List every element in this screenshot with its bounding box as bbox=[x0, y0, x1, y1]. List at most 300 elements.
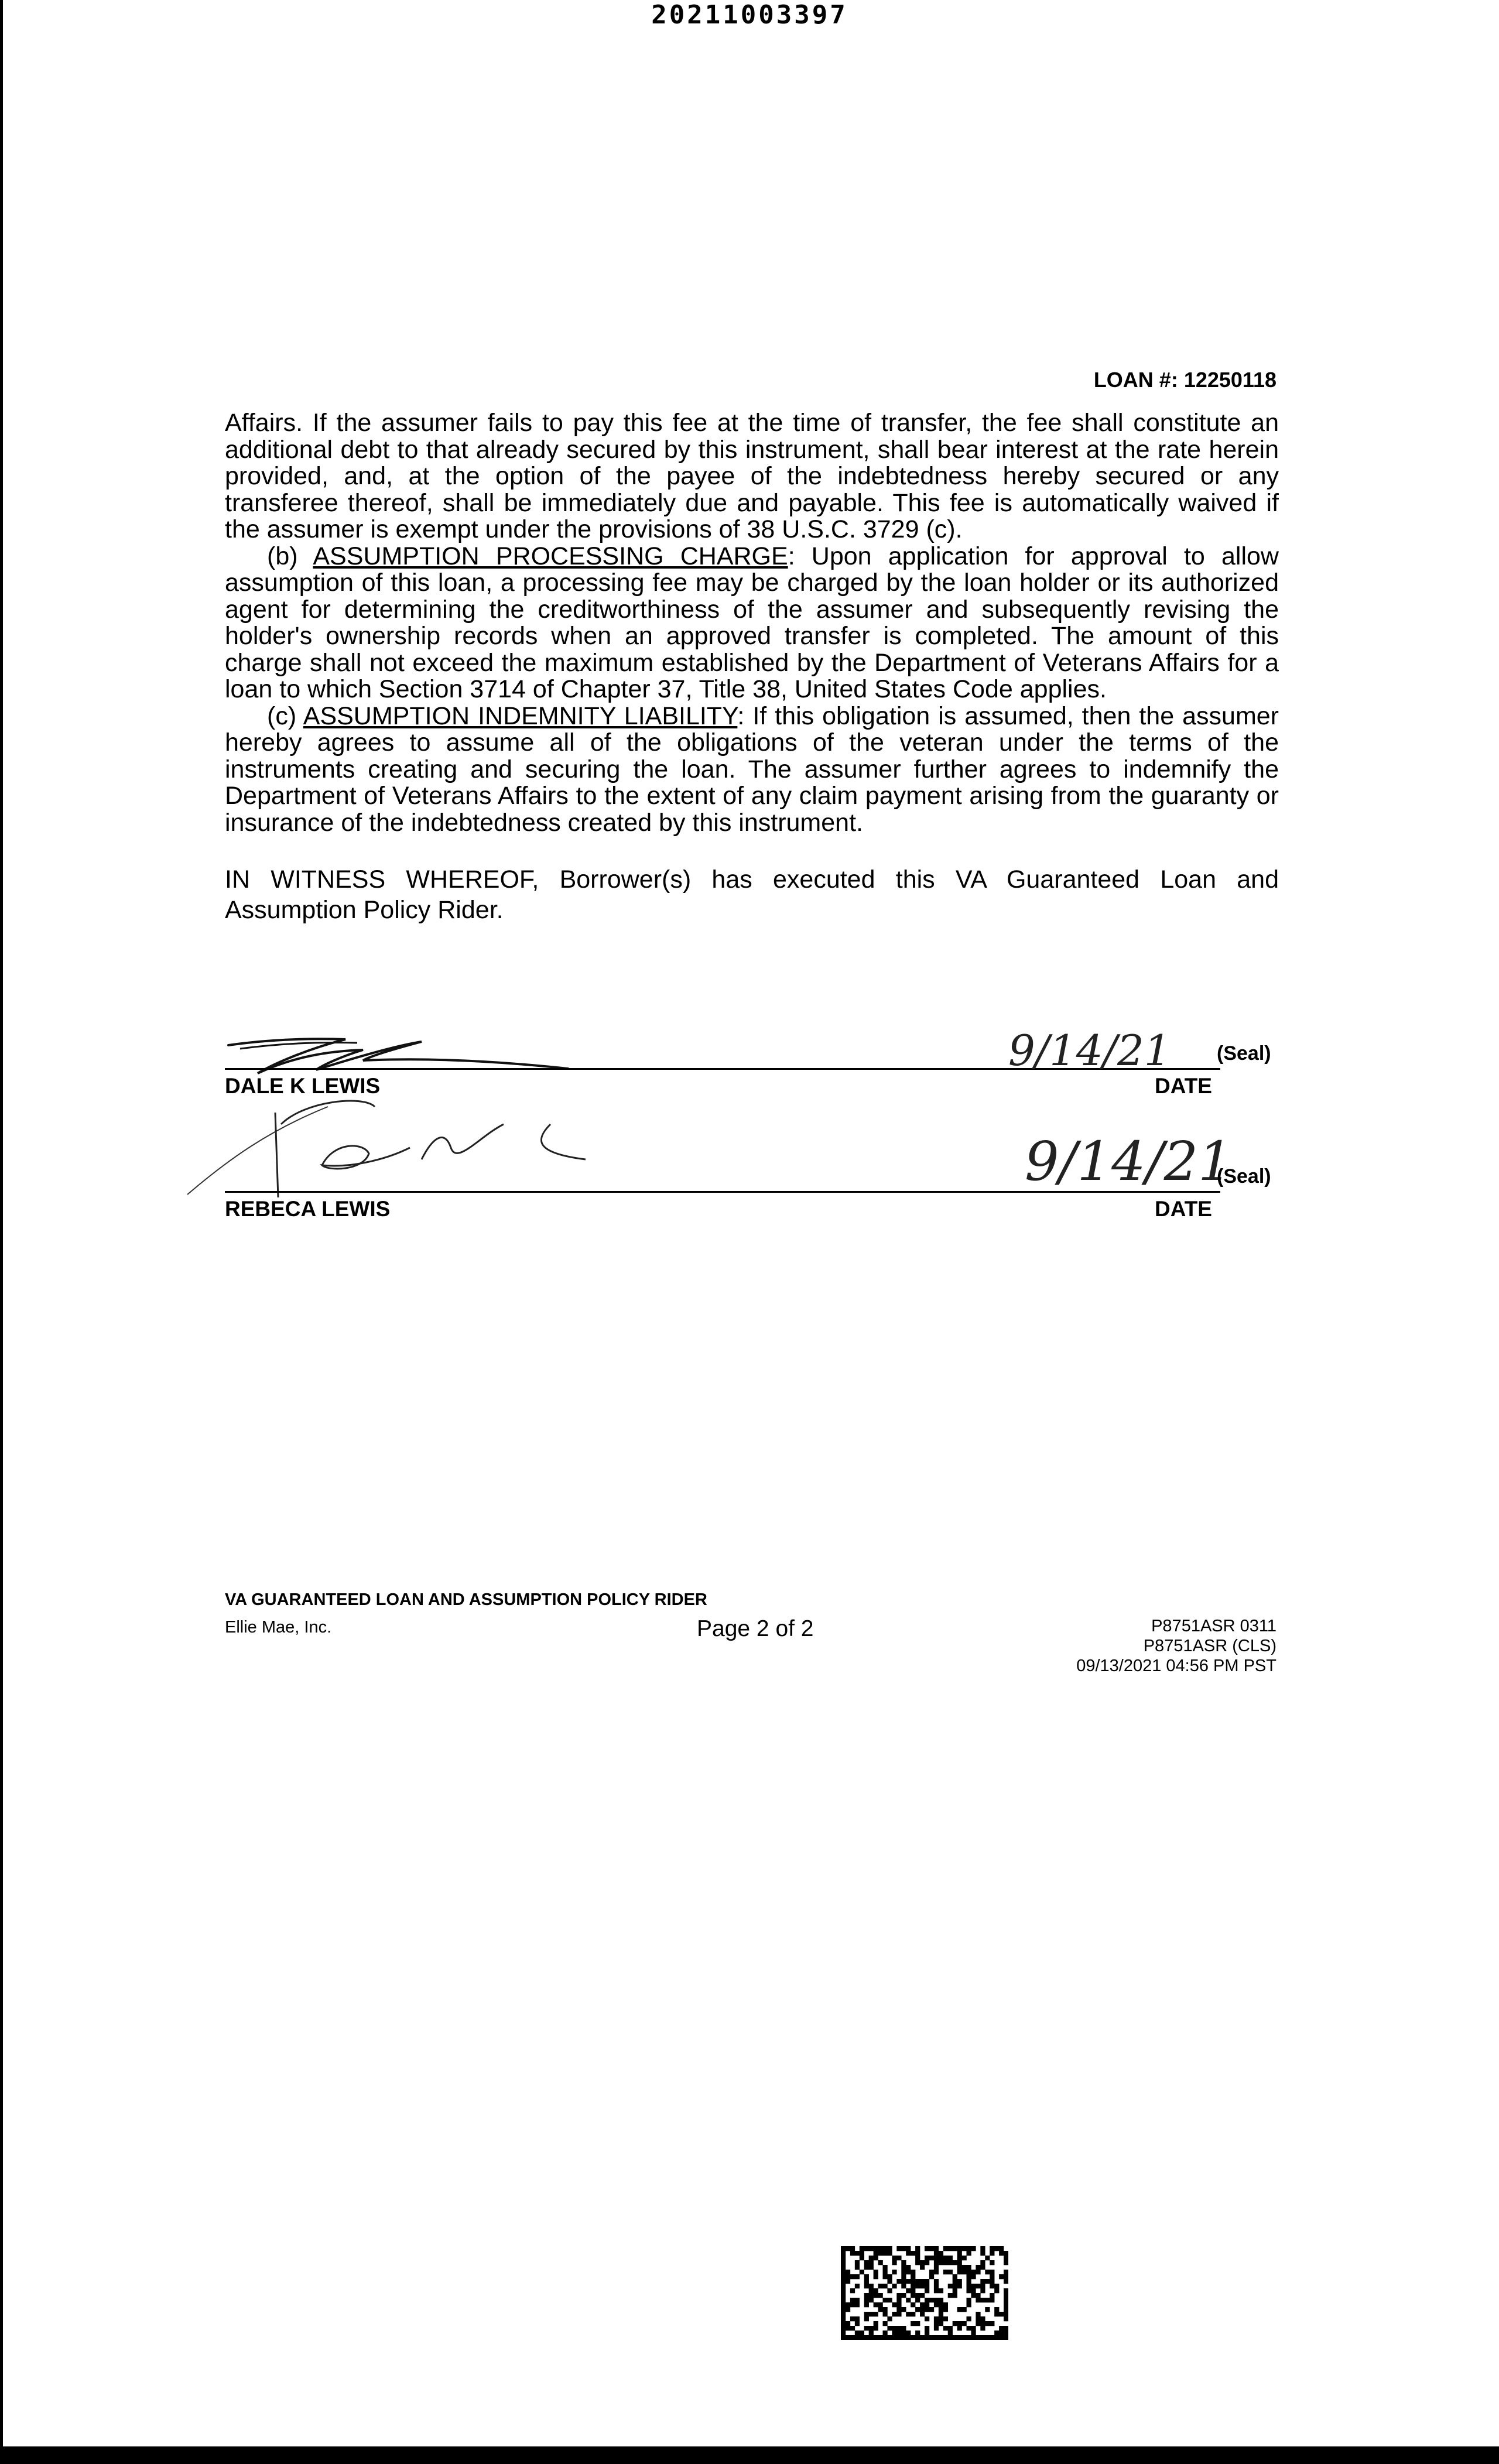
barcode-module bbox=[911, 2312, 915, 2316]
barcode-module bbox=[967, 2302, 971, 2307]
borrower-name-2: REBECA LEWIS bbox=[225, 1197, 391, 1221]
barcode-module bbox=[948, 2260, 953, 2265]
barcode-module bbox=[980, 2260, 985, 2265]
barcode-module bbox=[985, 2321, 990, 2326]
barcode-module bbox=[860, 2251, 864, 2256]
barcode-module bbox=[860, 2335, 864, 2340]
barcode-module bbox=[953, 2279, 957, 2284]
barcode-module bbox=[934, 2316, 939, 2321]
barcode-module bbox=[976, 2298, 980, 2302]
barcode-module bbox=[920, 2302, 925, 2307]
barcode-module bbox=[846, 2321, 850, 2326]
barcode-module bbox=[980, 2279, 985, 2284]
loan-number: LOAN #: 12250118 bbox=[1093, 368, 1276, 392]
barcode-module bbox=[855, 2335, 860, 2340]
barcode-module bbox=[883, 2330, 888, 2335]
barcode-module bbox=[999, 2246, 1004, 2251]
barcode-module bbox=[962, 2335, 967, 2340]
barcode-module bbox=[939, 2316, 943, 2321]
barcode-module bbox=[864, 2326, 869, 2330]
barcode-module bbox=[874, 2270, 878, 2274]
barcode-module bbox=[920, 2260, 925, 2265]
barcode-module bbox=[980, 2335, 985, 2340]
barcode-module bbox=[948, 2335, 953, 2340]
barcode-module bbox=[911, 2279, 915, 2284]
barcode-module bbox=[850, 2326, 855, 2330]
barcode-module bbox=[976, 2293, 980, 2298]
barcode-module bbox=[976, 2316, 980, 2321]
barcode-module bbox=[869, 2265, 874, 2270]
barcode-module bbox=[990, 2270, 994, 2274]
barcode-module bbox=[990, 2335, 994, 2340]
barcode-module bbox=[841, 2316, 846, 2321]
barcode-module bbox=[957, 2256, 962, 2260]
barcode-module bbox=[967, 2251, 971, 2256]
barcode-module bbox=[911, 2274, 915, 2279]
barcode-module bbox=[855, 2330, 860, 2335]
barcode-module bbox=[896, 2326, 901, 2330]
barcode-module bbox=[841, 2265, 846, 2270]
barcode-module bbox=[939, 2312, 943, 2316]
barcode-module bbox=[929, 2335, 934, 2340]
barcode-module bbox=[846, 2307, 850, 2312]
barcode-module bbox=[962, 2321, 967, 2326]
barcode-module bbox=[841, 2312, 846, 2316]
barcode-module bbox=[878, 2302, 883, 2307]
barcode-module bbox=[999, 2274, 1004, 2279]
barcode-module bbox=[841, 2274, 846, 2279]
barcode-module bbox=[1004, 2330, 1008, 2335]
barcode-module bbox=[976, 2265, 980, 2270]
barcode-module bbox=[934, 2256, 939, 2260]
barcode-module bbox=[896, 2293, 901, 2298]
barcode-module bbox=[874, 2288, 878, 2293]
barcode-module bbox=[925, 2326, 929, 2330]
barcode-module bbox=[901, 2284, 906, 2288]
barcode-module bbox=[925, 2298, 929, 2302]
barcode-module bbox=[887, 2326, 892, 2330]
barcode-module bbox=[953, 2321, 957, 2326]
barcode-module bbox=[901, 2293, 906, 2298]
barcode-module bbox=[883, 2246, 888, 2251]
barcode-module bbox=[869, 2246, 874, 2251]
barcode-module bbox=[878, 2260, 883, 2265]
barcode-module bbox=[906, 2246, 911, 2251]
barcode-module bbox=[901, 2246, 906, 2251]
barcode-module bbox=[864, 2274, 869, 2279]
barcode-module bbox=[915, 2246, 920, 2251]
barcode-module bbox=[934, 2260, 939, 2265]
barcode-module bbox=[906, 2270, 911, 2274]
barcode-module bbox=[957, 2335, 962, 2340]
date-label-borrower-1: DATE bbox=[1155, 1074, 1212, 1098]
seal-label-borrower-1: (Seal) bbox=[1217, 1042, 1271, 1065]
barcode-module bbox=[860, 2270, 864, 2274]
barcode-module bbox=[846, 2302, 850, 2307]
barcode-module bbox=[1004, 2251, 1008, 2256]
barcode-module bbox=[864, 2316, 869, 2321]
barcode-module bbox=[869, 2326, 874, 2330]
barcode-module bbox=[841, 2251, 846, 2256]
barcode-module bbox=[892, 2256, 896, 2260]
barcode-module bbox=[985, 2256, 990, 2260]
barcode-module bbox=[957, 2326, 962, 2330]
barcode-module bbox=[967, 2326, 971, 2330]
barcode-module bbox=[934, 2246, 939, 2251]
barcode-module bbox=[962, 2270, 967, 2274]
barcode-module bbox=[920, 2293, 925, 2298]
barcode-module bbox=[967, 2316, 971, 2321]
barcode-module bbox=[911, 2293, 915, 2298]
barcode-module bbox=[939, 2251, 943, 2256]
barcode-module bbox=[915, 2279, 920, 2284]
barcode-module bbox=[925, 2284, 929, 2288]
barcode-module bbox=[887, 2288, 892, 2293]
barcode-module bbox=[953, 2284, 957, 2288]
barcode-module bbox=[976, 2312, 980, 2316]
barcode-module bbox=[920, 2335, 925, 2340]
barcode-module bbox=[901, 2265, 906, 2270]
barcode-module bbox=[1004, 2270, 1008, 2274]
barcode-module bbox=[948, 2293, 953, 2298]
barcode-module bbox=[994, 2330, 999, 2335]
barcode-module bbox=[985, 2270, 990, 2274]
barcode-module bbox=[869, 2330, 874, 2335]
barcode-module bbox=[887, 2251, 892, 2256]
barcode-module bbox=[943, 2302, 948, 2307]
barcode-module bbox=[971, 2293, 976, 2298]
barcode-module bbox=[929, 2246, 934, 2251]
barcode-module bbox=[887, 2279, 892, 2284]
barcode-module bbox=[874, 2251, 878, 2256]
barcode-module bbox=[976, 2335, 980, 2340]
barcode-module bbox=[860, 2256, 864, 2260]
barcode-module bbox=[850, 2246, 855, 2251]
barcode-module bbox=[948, 2270, 953, 2274]
barcode-module bbox=[948, 2284, 953, 2288]
barcode-module bbox=[906, 2335, 911, 2340]
barcode-module bbox=[864, 2293, 869, 2298]
barcode-module bbox=[887, 2298, 892, 2302]
barcode-module bbox=[906, 2251, 911, 2256]
barcode-module bbox=[943, 2270, 948, 2274]
barcode-module bbox=[855, 2274, 860, 2279]
barcode-module bbox=[850, 2316, 855, 2321]
barcode-module bbox=[841, 2302, 846, 2307]
barcode-module bbox=[915, 2298, 920, 2302]
barcode-module bbox=[967, 2274, 971, 2279]
barcode-module bbox=[915, 2335, 920, 2340]
footer-form-codes bbox=[1076, 1616, 1276, 1676]
barcode-module bbox=[892, 2284, 896, 2288]
barcode-module bbox=[915, 2251, 920, 2256]
barcode-module bbox=[925, 2330, 929, 2335]
barcode-module bbox=[901, 2274, 906, 2279]
barcode-module bbox=[860, 2246, 864, 2251]
barcode-module bbox=[911, 2288, 915, 2293]
barcode-module bbox=[1004, 2288, 1008, 2293]
barcode-module bbox=[892, 2270, 896, 2274]
barcode-module bbox=[962, 2265, 967, 2270]
barcode-module bbox=[887, 2274, 892, 2279]
barcode-module bbox=[841, 2246, 846, 2251]
barcode-module bbox=[967, 2288, 971, 2293]
barcode-module bbox=[999, 2312, 1004, 2316]
paragraph-prefix: (c) bbox=[267, 701, 303, 730]
barcode-module bbox=[934, 2302, 939, 2307]
barcode-module bbox=[990, 2274, 994, 2279]
barcode-module bbox=[953, 2335, 957, 2340]
barcode-module bbox=[855, 2265, 860, 2270]
barcode-module bbox=[948, 2256, 953, 2260]
borrower-name-1: DALE K LEWIS bbox=[225, 1074, 381, 1098]
barcode-module bbox=[1004, 2302, 1008, 2307]
barcode-module bbox=[971, 2326, 976, 2330]
barcode-module bbox=[915, 2293, 920, 2298]
paragraph-fee-continuation: Affairs. If the assumer fails to pay this fee at the time of transfer, the fee shall constitute an additional debt to that already secured by this instrument, shall bear interest at the rate herein provided, and, at the option of the payee of the indebtedness hereby secured or any transferee thereof, shall be immediately due and payable. This fee is automatically waived if the assumer is exempt under the provisions of 38 U.S.C. 3729 (c). bbox=[225, 409, 1279, 543]
barcode-module bbox=[929, 2298, 934, 2302]
barcode-module bbox=[1004, 2279, 1008, 2284]
barcode-module bbox=[980, 2326, 985, 2330]
barcode-module bbox=[841, 2326, 846, 2330]
barcode-module bbox=[915, 2321, 920, 2326]
barcode-module bbox=[934, 2265, 939, 2270]
barcode-module bbox=[1004, 2316, 1008, 2321]
barcode-module bbox=[934, 2251, 939, 2256]
barcode-module bbox=[883, 2251, 888, 2256]
barcode-module bbox=[892, 2260, 896, 2265]
barcode-module bbox=[976, 2270, 980, 2274]
paragraph-indemnity-liability bbox=[225, 703, 1279, 837]
barcode-module bbox=[939, 2321, 943, 2326]
barcode-module bbox=[957, 2265, 962, 2270]
barcode-module bbox=[864, 2302, 869, 2307]
barcode-module bbox=[953, 2260, 957, 2265]
barcode-module bbox=[967, 2279, 971, 2284]
barcode-module bbox=[934, 2326, 939, 2330]
barcode-module bbox=[980, 2284, 985, 2288]
indemnity-liability-heading: ASSUMPTION INDEMNITY LIABILITY bbox=[303, 701, 738, 730]
barcode-module bbox=[901, 2270, 906, 2274]
barcode-module bbox=[896, 2307, 901, 2312]
barcode-module bbox=[967, 2284, 971, 2288]
barcode-module bbox=[883, 2321, 888, 2326]
barcode-module bbox=[901, 2335, 906, 2340]
barcode-module bbox=[901, 2279, 906, 2284]
date-label-borrower-2: DATE bbox=[1155, 1197, 1212, 1221]
barcode-module bbox=[896, 2312, 901, 2316]
barcode-module bbox=[896, 2335, 901, 2340]
barcode-module bbox=[869, 2260, 874, 2265]
footer-code-1: P8751ASR 0311 bbox=[1151, 1617, 1276, 1635]
barcode-module bbox=[906, 2312, 911, 2316]
scan-edge-left bbox=[0, 0, 3, 2464]
barcode-module bbox=[967, 2270, 971, 2274]
barcode-module bbox=[943, 2256, 948, 2260]
barcode-module bbox=[1004, 2260, 1008, 2265]
barcode-module bbox=[855, 2251, 860, 2256]
barcode-module bbox=[850, 2288, 855, 2293]
barcode-module bbox=[878, 2251, 883, 2256]
footer-code-2: P8751ASR (CLS) bbox=[1143, 1637, 1276, 1655]
barcode-module bbox=[976, 2284, 980, 2288]
indemnity-liability-text: : If this obligation is assumed, then the assumer hereby agrees to assume all of the obligations of the veteran under the terms of the instruments creating and securing the loan. The assumer further agrees to indemnify the Department of Veterans Affairs to the extent of any claim payment arising from the guaranty or insurance of the indebtedness created by this instrument. bbox=[225, 701, 1279, 837]
barcode-module bbox=[841, 2256, 846, 2260]
barcode-module bbox=[850, 2298, 855, 2302]
barcode-module bbox=[911, 2284, 915, 2288]
barcode-module bbox=[855, 2302, 860, 2307]
barcode-module bbox=[920, 2307, 925, 2312]
barcode-module bbox=[943, 2316, 948, 2321]
barcode-module bbox=[957, 2270, 962, 2274]
barcode-module bbox=[934, 2335, 939, 2340]
barcode-module bbox=[864, 2284, 869, 2288]
barcode-module bbox=[874, 2256, 878, 2260]
barcode-module bbox=[980, 2316, 985, 2321]
barcode-module bbox=[980, 2265, 985, 2270]
barcode-module bbox=[887, 2316, 892, 2321]
barcode-module bbox=[934, 2279, 939, 2284]
barcode-module bbox=[846, 2335, 850, 2340]
barcode-module bbox=[841, 2279, 846, 2284]
barcode-module bbox=[841, 2298, 846, 2302]
signature-dale-k-lewis bbox=[223, 1022, 586, 1080]
barcode-module bbox=[850, 2274, 855, 2279]
barcode-module bbox=[925, 2260, 929, 2265]
barcode-module bbox=[874, 2335, 878, 2340]
barcode-module bbox=[855, 2321, 860, 2326]
barcode-module bbox=[864, 2260, 869, 2265]
barcode-module bbox=[892, 2330, 896, 2335]
barcode-module bbox=[869, 2256, 874, 2260]
barcode-module bbox=[864, 2246, 869, 2251]
footer-company: Ellie Mae, Inc. bbox=[225, 1618, 332, 1637]
barcode-module bbox=[948, 2246, 953, 2251]
barcode-module bbox=[874, 2274, 878, 2279]
barcode-module bbox=[934, 2270, 939, 2274]
barcode-module bbox=[855, 2316, 860, 2321]
barcode-module bbox=[915, 2260, 920, 2265]
barcode-module bbox=[878, 2246, 883, 2251]
barcode-module bbox=[990, 2251, 994, 2256]
barcode-module bbox=[911, 2321, 915, 2326]
barcode-module bbox=[962, 2307, 967, 2312]
barcode-module bbox=[855, 2260, 860, 2265]
barcode-module bbox=[864, 2298, 869, 2302]
barcode-module bbox=[939, 2288, 943, 2293]
barcode-module bbox=[925, 2335, 929, 2340]
barcode-module bbox=[985, 2298, 990, 2302]
barcode-module bbox=[850, 2251, 855, 2256]
handwritten-date-borrower-1: 9/14/21 bbox=[1008, 1026, 1171, 1075]
barcode-module bbox=[1004, 2335, 1008, 2340]
barcode-module bbox=[874, 2293, 878, 2298]
barcode-module bbox=[999, 2251, 1004, 2256]
barcode-module bbox=[939, 2260, 943, 2265]
barcode-module bbox=[1004, 2312, 1008, 2316]
barcode-module bbox=[925, 2288, 929, 2293]
barcode-module bbox=[883, 2274, 888, 2279]
barcode-module bbox=[1004, 2298, 1008, 2302]
barcode-module bbox=[901, 2307, 906, 2312]
barcode-module bbox=[943, 2246, 948, 2251]
processing-charge-heading: ASSUMPTION PROCESSING CHARGE bbox=[313, 542, 788, 570]
barcode-module bbox=[850, 2335, 855, 2340]
barcode-module bbox=[1004, 2256, 1008, 2260]
barcode-module bbox=[967, 2246, 971, 2251]
barcode-module bbox=[906, 2330, 911, 2335]
barcode-module bbox=[925, 2316, 929, 2321]
barcode-module bbox=[906, 2288, 911, 2293]
barcode-module bbox=[874, 2326, 878, 2330]
barcode-module bbox=[953, 2288, 957, 2293]
barcode-module bbox=[878, 2307, 883, 2312]
barcode-module bbox=[911, 2270, 915, 2274]
barcode-module bbox=[957, 2321, 962, 2326]
barcode-module bbox=[855, 2298, 860, 2302]
barcode-module bbox=[887, 2246, 892, 2251]
barcode-module bbox=[906, 2298, 911, 2302]
barcode-module bbox=[915, 2256, 920, 2260]
barcode-module bbox=[985, 2279, 990, 2284]
barcode-module bbox=[841, 2330, 846, 2335]
barcode-module bbox=[911, 2251, 915, 2256]
barcode-module bbox=[846, 2246, 850, 2251]
barcode-module bbox=[920, 2265, 925, 2270]
barcode-module bbox=[864, 2335, 869, 2340]
barcode-module bbox=[953, 2293, 957, 2298]
barcode-module bbox=[869, 2298, 874, 2302]
barcode-module bbox=[990, 2321, 994, 2326]
barcode-module bbox=[864, 2279, 869, 2284]
barcode-module bbox=[980, 2321, 985, 2326]
signature-rebeca-lewis bbox=[176, 1089, 621, 1206]
barcode-module bbox=[943, 2307, 948, 2312]
barcode-module bbox=[939, 2307, 943, 2312]
barcode-module bbox=[962, 2246, 967, 2251]
barcode-module bbox=[883, 2270, 888, 2274]
barcode-module bbox=[887, 2335, 892, 2340]
barcode-module bbox=[929, 2270, 934, 2274]
barcode-module bbox=[878, 2293, 883, 2298]
barcode-module bbox=[948, 2326, 953, 2330]
barcode-module bbox=[957, 2279, 962, 2284]
barcode-module bbox=[962, 2256, 967, 2260]
barcode-module bbox=[990, 2279, 994, 2284]
barcode-module bbox=[953, 2274, 957, 2279]
barcode-module bbox=[934, 2288, 939, 2293]
barcode-module bbox=[883, 2298, 888, 2302]
barcode-module bbox=[892, 2326, 896, 2330]
barcode-module bbox=[883, 2284, 888, 2288]
barcode-module bbox=[957, 2307, 962, 2312]
barcode-module bbox=[971, 2335, 976, 2340]
barcode-module bbox=[841, 2284, 846, 2288]
barcode-module bbox=[1004, 2307, 1008, 2312]
barcode-module bbox=[841, 2270, 846, 2274]
barcode-module bbox=[915, 2284, 920, 2288]
barcode-module bbox=[943, 2335, 948, 2340]
barcode-module bbox=[994, 2307, 999, 2312]
barcode-module bbox=[846, 2274, 850, 2279]
barcode-module bbox=[878, 2335, 883, 2340]
barcode-module bbox=[985, 2335, 990, 2340]
barcode-module bbox=[967, 2298, 971, 2302]
barcode-module bbox=[994, 2312, 999, 2316]
barcode-module bbox=[939, 2298, 943, 2302]
barcode-module bbox=[976, 2321, 980, 2326]
barcode-module bbox=[943, 2326, 948, 2330]
